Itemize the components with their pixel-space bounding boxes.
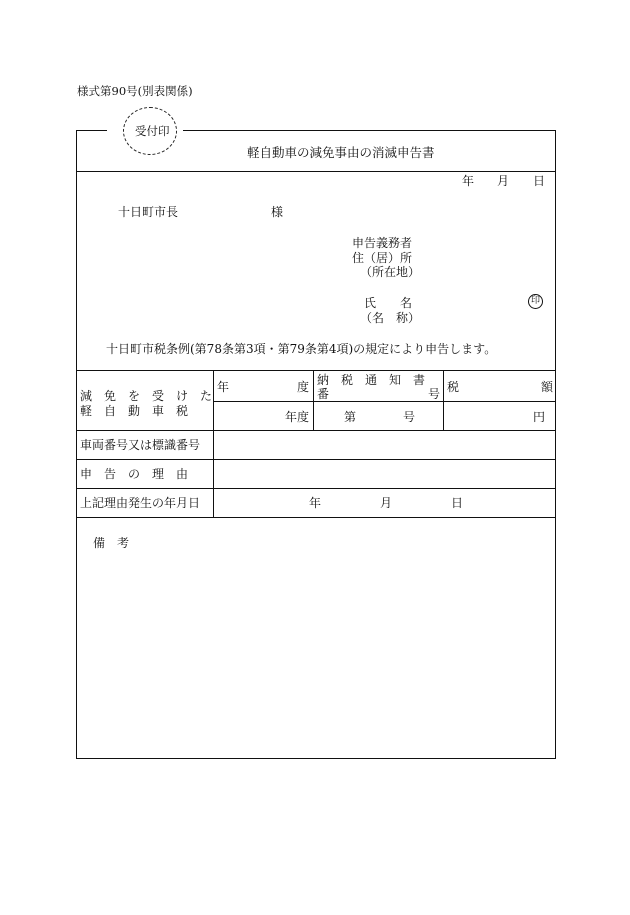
- declarant-location-label: （所在地）: [360, 265, 421, 279]
- col1-value-suffix: 年度: [285, 410, 310, 424]
- declarant-name-alt-label: （名 称）: [360, 311, 421, 325]
- col1-header-right: 度: [297, 380, 310, 394]
- row4-year-label: 年: [309, 496, 322, 510]
- title-divider: [77, 171, 556, 172]
- col2-right-line: [443, 370, 444, 430]
- row1-bottom-line: [77, 430, 556, 431]
- form-number: 様式第90号(別表関係): [77, 84, 193, 98]
- col3-header-right: 額: [541, 380, 554, 394]
- col2-header-line1: 納 税 通 知 書: [317, 373, 426, 387]
- row4-month-label: 月: [380, 496, 393, 510]
- col1-header-left: 年: [217, 380, 230, 394]
- col2-value-right: 号: [403, 410, 416, 424]
- vehicle-number-field[interactable]: [216, 433, 553, 456]
- row3-bottom-line: [77, 488, 556, 489]
- row2-label: 車両番号又は標識番号: [80, 438, 201, 452]
- addressee-honorific: 様: [271, 205, 284, 219]
- col3-header-left: 税: [447, 380, 460, 394]
- row1-label-line1: 減 免 を 受 け た: [80, 389, 213, 403]
- row4-day-label: 日: [451, 496, 464, 510]
- declarant-header: 申告義務者: [352, 236, 413, 250]
- row1-mid-line: [213, 401, 556, 402]
- row1-label-line2: 軽 自 動 車 税: [80, 404, 189, 418]
- remarks-label: 備 考: [93, 536, 130, 550]
- row4-bottom-line: [77, 517, 556, 518]
- declarant-name-label: 氏 名: [364, 296, 413, 310]
- form-title: 軽自動車の減免事由の消滅申告書: [247, 145, 435, 160]
- row2-bottom-line: [77, 459, 556, 460]
- col2-value-left: 第: [344, 410, 357, 424]
- reason-field[interactable]: [216, 462, 553, 485]
- col1-right-line: [313, 370, 314, 430]
- date-day-label: 日: [533, 174, 546, 188]
- table-top-line: [77, 370, 556, 371]
- col2-header-line2-left: 番: [317, 387, 330, 401]
- addressee-name: 十日町市長: [118, 205, 179, 219]
- col3-value-suffix: 円: [533, 410, 546, 424]
- row3-label: 申 告 の 理 由: [80, 467, 189, 481]
- date-year-label: 年: [462, 174, 475, 188]
- label-column-line: [213, 370, 214, 517]
- remarks-field[interactable]: [80, 555, 552, 753]
- declaration-statement: 十日町市税条例(第78条第3項・第79条第4項)の規定により申告します。: [106, 342, 497, 356]
- row4-label: 上記理由発生の年月日: [80, 496, 201, 510]
- col2-header-line2-right: 号: [428, 387, 441, 401]
- seal-mark: 印: [528, 294, 543, 309]
- reception-stamp-label: 受付印: [135, 124, 170, 138]
- date-month-label: 月: [497, 174, 510, 188]
- declarant-address-label: 住（居）所: [352, 251, 413, 265]
